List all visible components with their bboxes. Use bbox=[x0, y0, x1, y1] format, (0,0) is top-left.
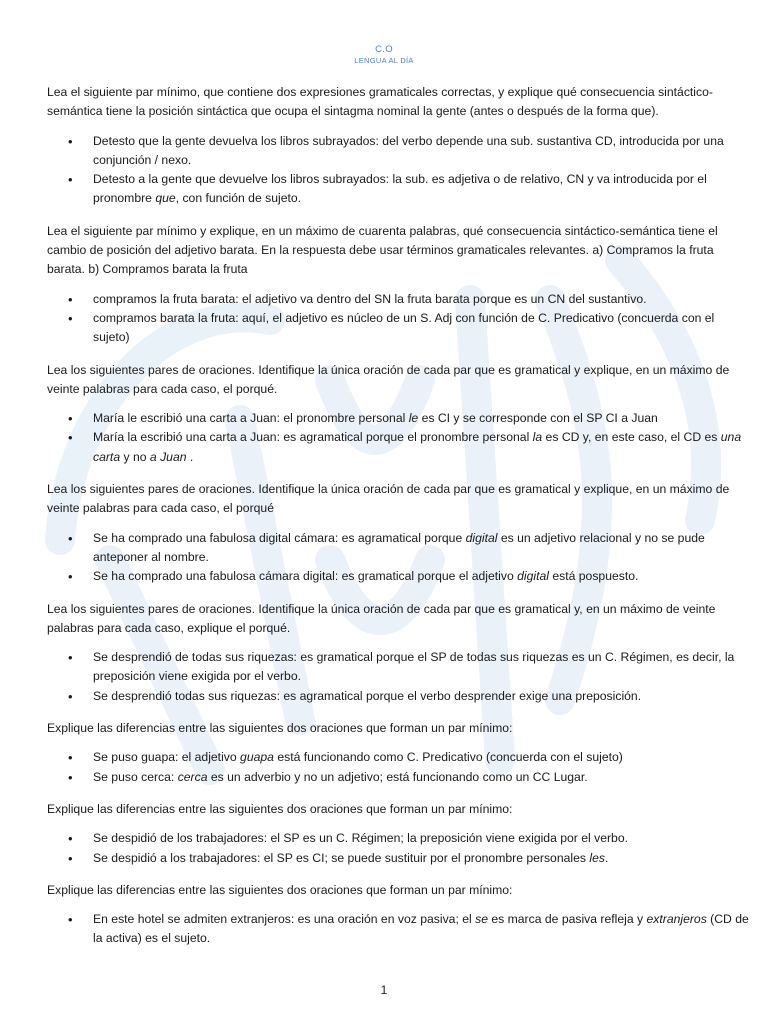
italic-term: extranjeros bbox=[646, 912, 707, 927]
answer-text: compramos barata la fruta: aquí, el adjetivo es núcleo de un S. Adj con función de C. Predicativo (concuerda con el sujeto) bbox=[93, 310, 715, 345]
answer-text: y no bbox=[120, 449, 150, 464]
answer-text: , con función de sujeto. bbox=[175, 191, 302, 206]
answer-text: Detesto que la gente devuelva los libros subrayados: del verbo depende una sub. sustantiva CD, introducida por una conjunción / nexo. bbox=[93, 133, 724, 167]
italic-term: que bbox=[155, 191, 176, 206]
answer-item bbox=[47, 529, 753, 568]
answer-text: María la escribió una carta a Juan: es agramatical porque el pronombre personal bbox=[93, 430, 533, 445]
answer-item bbox=[47, 687, 753, 706]
answer-text: En este hotel se admiten extranjeros: es una oración en voz pasiva; el bbox=[93, 912, 476, 927]
answer-text: es un adjetivo relacional y no se pude anteponer al nombre. bbox=[93, 530, 705, 564]
answer-text: Se despidió de los trabajadores: el SP es un C. Régimen; la preposición viene exigida por el verbo. bbox=[93, 831, 628, 846]
answer-item bbox=[47, 829, 753, 848]
question-paragraph: Lea los siguientes pares de oraciones. Identifique la única oración de cada par que es gramatical y explique, en un máximo de veinte palabras para cada caso, el porqué. bbox=[47, 362, 730, 396]
answer-list bbox=[47, 910, 753, 949]
question-paragraph: Explique las diferencias entre las siguientes dos oraciones que forman un par mínimo: bbox=[47, 882, 513, 897]
answer-text: está funcionando como C. Predicativo (concuerda con el sujeto) bbox=[273, 750, 623, 765]
italic-term: guapa bbox=[240, 750, 274, 765]
answer-item bbox=[47, 768, 753, 787]
question-paragraph: Lea el siguiente par mínimo, que contiene dos expresiones gramaticales correctas, y explique qué consecuencia sintáctico-semántica tiene la posición sintáctica que ocupa el sintagma nominal la gente (antes o después de la forma que). bbox=[47, 85, 713, 119]
answer-list bbox=[47, 829, 753, 868]
answer-item bbox=[47, 290, 753, 309]
question-paragraph: Lea el siguiente par mínimo y explique, en un máximo de cuarenta palabras, qué consecuencia sintáctico-semántica tiene el cambio de posición del adjetivo barata. En la respuesta debe usar términos gramaticales relevantes. a) Compramos la fruta barata. b) Compramos barata la fruta bbox=[47, 223, 718, 277]
answer-text: compramos la fruta barata: el adjetivo va dentro del SN la fruta barata porque es un CN del sustantivo. bbox=[93, 291, 647, 306]
answer-text: Se desprendió todas sus riquezas: es agramatical porque el verbo desprender exige una preposición. bbox=[93, 688, 642, 703]
answer-list bbox=[47, 529, 753, 587]
italic-term: una carta bbox=[93, 430, 742, 464]
answer-list bbox=[47, 748, 753, 787]
answer-text: . bbox=[186, 449, 194, 464]
answer-text: Detesto a la gente que devuelve los libros subrayados: la sub. es adjetiva o de relativo, CN y va introducida por el pronombre bbox=[93, 172, 707, 206]
italic-term: digital bbox=[517, 569, 549, 584]
question-paragraph: Lea los siguientes pares de oraciones. Identifique la única oración de cada par que es gramatical y explique, en un máximo de veinte palabras para cada caso, el porqué bbox=[47, 482, 730, 516]
answer-text: (CD de la activa) es el sujeto. bbox=[93, 912, 749, 946]
answer-text: Se despidió a los trabajadores: el SP es CI; se puede sustituir por el pronombre personales bbox=[93, 850, 590, 865]
document-body bbox=[47, 83, 753, 962]
answer-item bbox=[47, 309, 753, 348]
italic-term: se bbox=[475, 912, 488, 927]
answer-item bbox=[47, 170, 753, 209]
answer-item bbox=[47, 409, 753, 428]
question-paragraph: Explique las diferencias entre las siguientes dos oraciones que forman un par mínimo: bbox=[47, 721, 513, 736]
answer-item bbox=[47, 428, 753, 467]
italic-term: les bbox=[589, 850, 605, 865]
answer-item bbox=[47, 648, 753, 687]
answer-text: Se ha comprado una fabulosa digital cámara: es agramatical porque bbox=[93, 530, 466, 545]
italic-term: le bbox=[408, 411, 419, 426]
answer-item bbox=[47, 910, 753, 949]
answer-text: Se puso cerca: bbox=[93, 769, 178, 784]
header-subtitle: LENGUA AL DÍA bbox=[354, 56, 414, 65]
page-number: 1 bbox=[380, 983, 388, 997]
question-paragraph: Explique las diferencias entre las siguientes dos oraciones que forman un par mínimo: bbox=[47, 801, 513, 816]
answer-item bbox=[47, 849, 753, 868]
question-paragraph: Lea los siguientes pares de oraciones. Identifique la única oración de cada par que es gramatical y, en un máximo de veinte palabras para cada caso, explique el porqué. bbox=[47, 601, 716, 635]
italic-term: digital bbox=[465, 530, 498, 545]
answer-item bbox=[47, 132, 753, 171]
answer-list bbox=[47, 409, 753, 467]
italic-term: cerca bbox=[177, 769, 208, 784]
answer-list bbox=[47, 132, 753, 209]
answer-list bbox=[47, 648, 753, 706]
answer-text: Se ha comprado una fabulosa cámara digital: es gramatical porque el adjetivo bbox=[93, 569, 518, 584]
answer-item bbox=[47, 748, 753, 767]
answer-text: . bbox=[604, 850, 609, 865]
answer-item bbox=[47, 567, 753, 586]
answer-list bbox=[47, 290, 753, 348]
answer-text: es marca de pasiva refleja y bbox=[487, 912, 647, 927]
answer-text: está pospuesto. bbox=[548, 569, 639, 584]
answer-text: María le escribió una carta a Juan: el pronombre personal bbox=[93, 411, 409, 426]
answer-text: Se desprendió de todas sus riquezas: es gramatical porque el SP de todas sus riquezas es un C. Régimen, es decir, la preposición viene exigida por el verbo. bbox=[93, 650, 735, 684]
italic-term: la bbox=[532, 430, 543, 445]
answer-text: es CI y se corresponde con el SP CI a Juan bbox=[418, 411, 658, 426]
answer-text: es CD y, en este caso, el CD es bbox=[542, 430, 721, 445]
answer-text: es un adverbio y no un adjetivo; está funcionando como un CC Lugar. bbox=[207, 769, 588, 784]
italic-term: a Juan bbox=[149, 449, 187, 464]
header-title: C.O bbox=[375, 44, 393, 55]
answer-text: Se puso guapa: el adjetivo bbox=[93, 750, 241, 765]
document-header bbox=[0, 44, 768, 66]
